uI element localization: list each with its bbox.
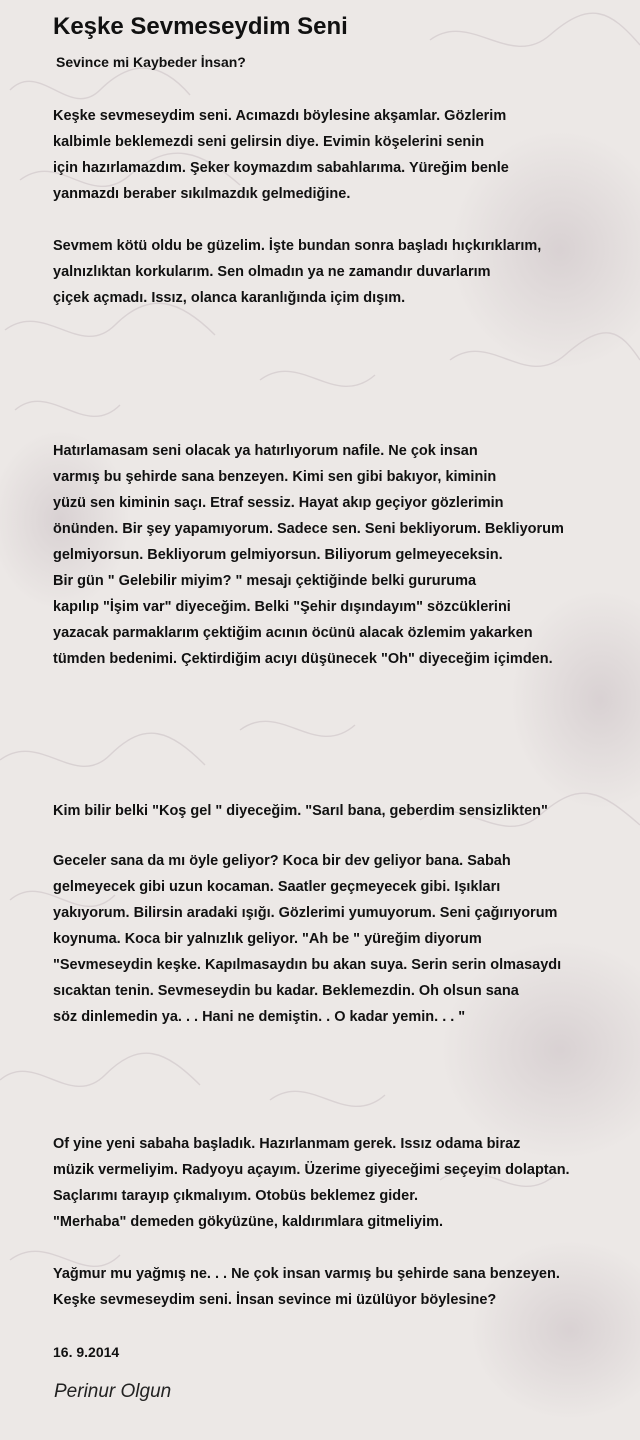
poem-line: gelmeyecek gibi uzun kocaman. Saatler geçmeyecek gibi. Işıkları — [53, 879, 501, 895]
poem-line: Bir gün " Gelebilir miyim? " mesajı çektiğinde belki gururuma — [53, 573, 477, 589]
poem-line: Saçlarımı tarayıp çıkmalıyım. Otobüs beklemez gider. — [53, 1188, 419, 1204]
poem-line: tümden bedenimi. Çektirdiğim acıyı düşünecek "Oh" diyeceğim içimden. — [53, 651, 553, 667]
poem-line: Yağmur mu yağmış ne. . . Ne çok insan varmış bu şehirde sana benzeyen. — [53, 1266, 560, 1282]
poem-line: gelmiyorsun. Bekliyorum gelmiyorsun. Biliyorum gelmeyeceksin. — [53, 547, 503, 563]
poem-paragraph-1 — [53, 103, 509, 207]
poem-paragraph-5 — [53, 848, 561, 1030]
poem-line: yazacak parmaklarım çektiğim acının öcünü alacak özlemim yakarken — [53, 625, 533, 641]
poem-paragraph-3 — [53, 438, 564, 672]
poem-line: "Merhaba" demeden gökyüzüne, kaldırımlara gitmeliyim. — [53, 1214, 444, 1230]
poem-line: Sevmem kötü oldu be güzelim. İşte bundan sonra başladı hıçkırıklarım, — [53, 238, 542, 254]
poem-line: yüzü sen kiminin saçı. Etraf sessiz. Hayat akıp geçiyor gözlerimin — [53, 495, 504, 511]
poem-line: yalnızlıktan korkularım. Sen olmadın ya ne zamandır duvarlarım — [53, 264, 491, 280]
poem-line: koynuma. Koca bir yalnızlık geliyor. "Ah be " yüreğim diyorum — [53, 931, 482, 947]
poem-date: 16. 9.2014 — [53, 1344, 120, 1360]
poem-paragraph-2 — [53, 233, 541, 311]
poem-title: Keşke Sevmeseydim Seni — [53, 13, 348, 40]
poem-line: için hazırlamazdım. Şeker koymazdım sabahlarıma. Yüreğim benle — [53, 160, 509, 176]
poem-line: çiçek açmadı. Issız, olanca karanlığında içim dışım. — [53, 290, 406, 306]
poem-line: sıcaktan tenin. Sevmeseydin bu kadar. Beklemezdin. Oh olsun sana — [53, 983, 519, 999]
poem-line: Hatırlamasam seni olacak ya hatırlıyorum nafile. Ne çok insan — [53, 443, 478, 459]
poem-line: Geceler sana da mı öyle geliyor? Koca bir dev geliyor bana. Sabah — [53, 853, 511, 869]
poem-line: Keşke sevmeseydim seni. Acımazdı böylesine akşamlar. Gözlerim — [53, 108, 507, 124]
poem-line: Of yine yeni sabaha başladık. Hazırlanmam gerek. Issız odama biraz — [53, 1136, 521, 1152]
poem-line: söz dinlemedin ya. . . Hani ne demiştin. . O kadar yemin. . . " — [53, 1009, 466, 1025]
poem-line: yakıyorum. Bilirsin aradaki ışığı. Gözlerimi yumuyorum. Seni çağırıyorum — [53, 905, 558, 921]
poem-line: varmış bu şehirde sana benzeyen. Kimi sen gibi bakıyor, kiminin — [53, 469, 497, 485]
poem-line: kalbimle beklemezdi seni gelirsin diye. Evimin köşelerini senin — [53, 134, 485, 150]
poem-paragraph-7 — [53, 1261, 560, 1313]
poem-line: kapılıp "İşim var" diyeceğim. Belki "Şehir dışındayım" sözcüklerini — [53, 599, 511, 615]
poem-author: Perinur Olgun — [54, 1381, 172, 1402]
poem-subtitle: Sevince mi Kaybeder İnsan? — [56, 54, 246, 70]
poem-paragraph-4 — [53, 798, 548, 824]
poem-line: Keşke sevmeseydim seni. İnsan sevince mi üzülüyor böylesine? — [53, 1292, 497, 1308]
poem-line: müzik vermeliyim. Radyoyu açayım. Üzerime giyeceğimi seçeyim dolaptan. — [53, 1162, 570, 1178]
poem-line: yanmazdı beraber sıkılmazdık gelmediğine. — [53, 186, 351, 202]
poem-line: Kim bilir belki "Koş gel " diyeceğim. "Sarıl bana, geberdim sensizlikten" — [53, 803, 548, 819]
poem-line: önünden. Bir şey yapamıyorum. Sadece sen. Seni bekliyorum. Bekliyorum — [53, 521, 564, 537]
poem-paragraph-6 — [53, 1131, 570, 1235]
poem-line: "Sevmeseydin keşke. Kapılmasaydın bu akan suya. Serin serin olmasaydı — [53, 957, 562, 973]
